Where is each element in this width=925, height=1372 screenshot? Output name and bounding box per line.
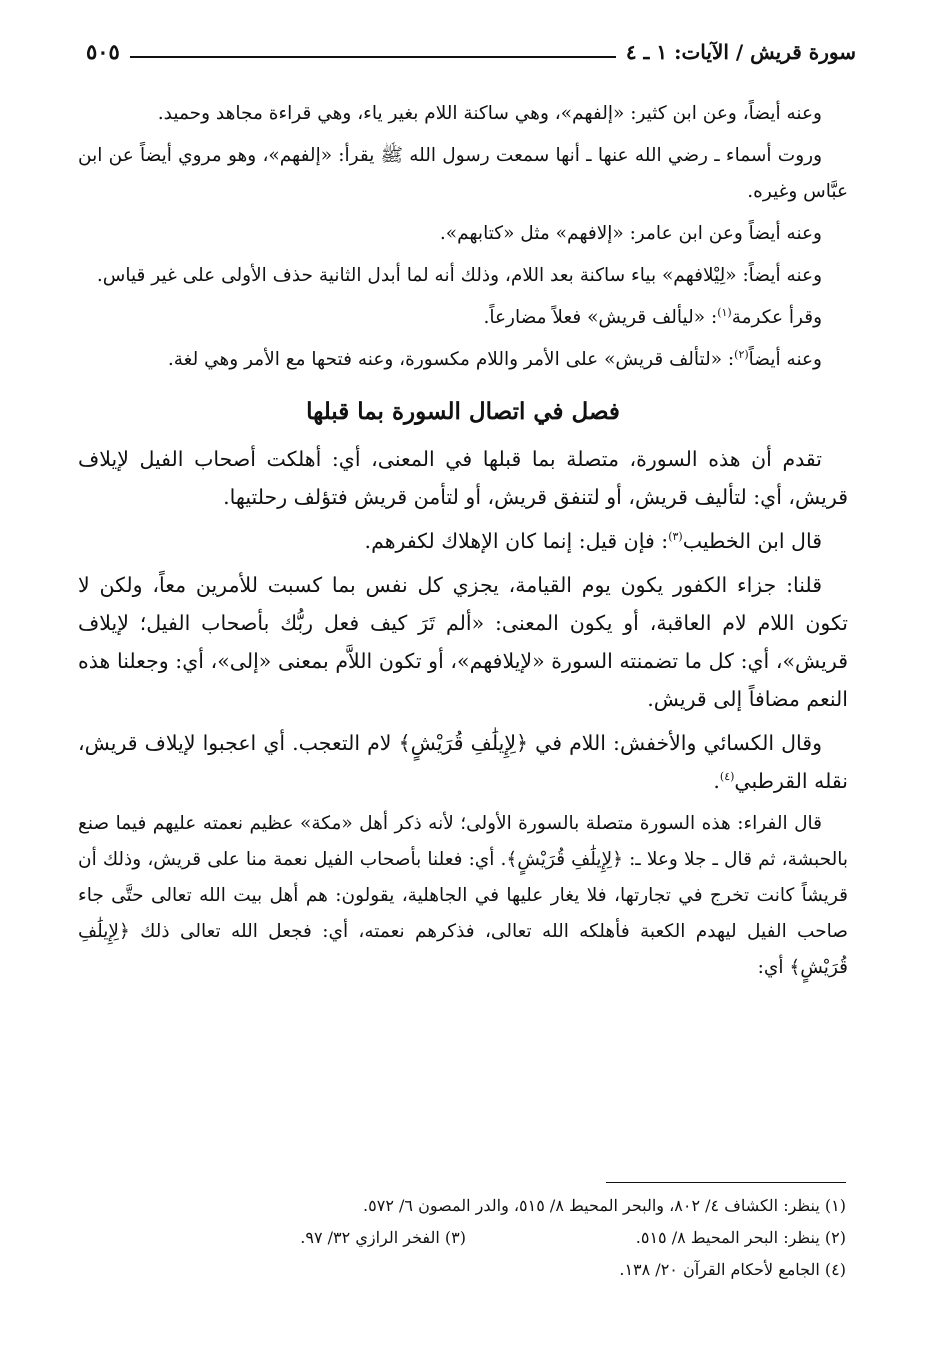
section-heading: فصل في اتصال السورة بما قبلها	[306, 398, 620, 425]
footnote: (١) ينظر: الكشاف ٤/ ٨٠٢، والبحر المحيط ٨/ ٥١٥، والدر المصون ٦/ ٥٧٢.	[363, 1196, 846, 1215]
paragraph-text: وقال الكسائي والأخفش: اللام في ﴿لِإِيلَٰفِ قُرَيْشٍ﴾ لام التعجب. أي اعجبوا لإيلاف قريش، نقله القرطبي	[78, 731, 848, 793]
paragraph: وعنه أيضاً، وعن ابن كثير: «إلفهم»، وهي ساكنة اللام بغير ياء، وهي قراءة مجاهد وحميد.	[157, 103, 822, 124]
footnote-ref: (١)	[717, 305, 732, 319]
paragraph-text: : «لتألف قريش» على الأمر واللام مكسورة، وعنه فتحها مع الأمر وهي لغة.	[167, 349, 735, 370]
paragraph	[78, 522, 848, 560]
footnote-row	[86, 1227, 846, 1259]
header-rule	[130, 56, 616, 58]
footnote-rule	[606, 1182, 846, 1183]
paragraph-text: وقرأ عكرمة	[731, 307, 822, 328]
paragraph	[78, 300, 848, 336]
paragraph-text: .	[713, 769, 720, 793]
footnote: (٣) الفخر الرازي ٣٢/ ٩٧.	[300, 1228, 466, 1247]
paragraph	[78, 724, 848, 800]
surah-title: سورة قريش / الآيات: ١ ـ ٤	[625, 40, 856, 64]
paragraph: وعنه أيضاً وعن ابن عامر: «إلافهم» مثل «كتابهم».	[439, 223, 822, 244]
paragraph: وعنه أيضاً: «لِيْلافهم» بياء ساكنة بعد اللام، وذلك أنه لما أبدل الثانية حذف الأولى على غير قياس.	[96, 265, 822, 286]
paragraph-text: قال ابن الخطيب	[682, 529, 822, 553]
footnote-ref: (٤)	[719, 770, 735, 784]
footnote-ref: (٢)	[734, 347, 749, 361]
paragraph: قال الفراء: هذه السورة متصلة بالسورة الأولى؛ لأنه ذكر أهل «مكة» عظيم نعمته عليهم فيما صنع بالحبشة، ثم قال ـ جلا وعلا ـ: ﴿لِإِيلَٰفِ قُرَيْشٍ﴾. أي: فعلنا بأصحاب الفيل نعمة منا على قريش، وذلك أن قريشاً كانت تخرج في تجارتها، فلا يغار عليها في الجاهلية، يقولون: هم أهل بيت الله تعالى حتَّى جاء صاحب الفيل ليهدم الكعبة فأهلكه الله تعالى، فذكرهم نعمته، أي: فجعل الله تعالى ذلك ﴿لِإِيلَٰفِ قُرَيْشٍ﴾ أي:	[78, 813, 848, 978]
paragraph: وروت أسماء ـ رضي الله عنها ـ أنها سمعت رسول الله ﷺ يقرأ: «إلفهم»، وهو مروي أيضاً عن ابن عبَّاس وغيره.	[78, 145, 848, 202]
main-text	[78, 96, 848, 992]
paragraph	[78, 342, 848, 378]
page-number: ٥٠٥	[86, 39, 120, 64]
footnote-ref: (٣)	[668, 530, 683, 544]
paragraph: تقدم أن هذه السورة، متصلة بما قبلها في المعنى، أي: أهلكت أصحاب الفيل لإيلاف قريش، أي: لتأليف قريش، أو لتنفق قريش، أو لتأمن قريش فتؤلف رحلتيها.	[78, 447, 848, 509]
paragraph-text: : «ليألف قريش» فعلاً مضارعاً.	[483, 307, 718, 328]
paragraph-text: وعنه أيضاً	[748, 349, 822, 370]
footnote: (٤) الجامع لأحكام القرآن ٢٠/ ١٣٨.	[619, 1260, 846, 1279]
paragraph-text: : فإن قيل: إنما كان الإهلاك لكفرهم.	[364, 529, 669, 553]
footnotes	[86, 1182, 846, 1291]
page-header	[86, 30, 856, 64]
footnote: (٢) ينظر: البحر المحيط ٨/ ٥١٥.	[635, 1228, 846, 1247]
paragraph: قلنا: جزاء الكفور يكون يوم القيامة، يجزي كل نفس بما كسبت للأمرين معاً، ولكن لا تكون اللام لام العاقبة، أو يكون المعنى: «ألم تَرَ كيف فعل ربُّك بأصحاب الفيل؛ لإيلاف قريش»، أي: كل ما تضمنته السورة «لإيلافهم»، أو تكون اللاَّم بمعنى «إلى»، أي: وجعلنا هذه النعم مضافاً إلى قريش.	[78, 573, 848, 711]
